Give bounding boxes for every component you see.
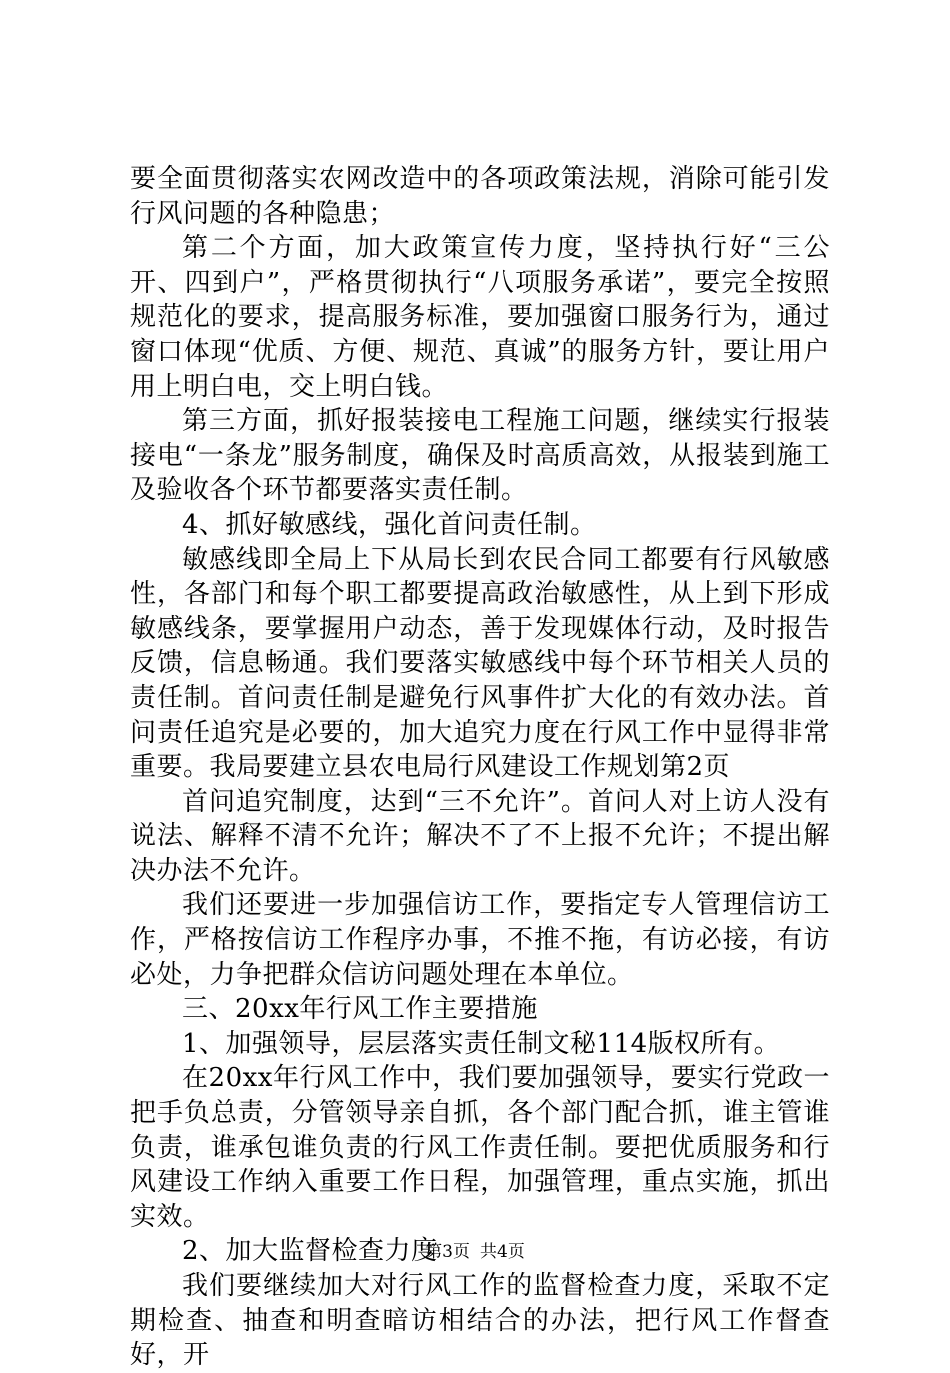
document-body — [130, 162, 830, 1373]
subheading-2: 2、加大监督检查力度 — [182, 1236, 438, 1267]
page-number: 第3页 — [425, 1242, 470, 1262]
paragraph-6: 首问追究制度，达到“三不允许”。首问人对上访人没有说法、解释不清不允许；解决不了不上报不允许；不提出解决办法不允许。 — [130, 786, 830, 886]
paragraph-5: 敏感线即全局上下从局长到农民合同工都要有行风敏感性，各部门和每个职工都要提高政治敏感性，从上到下形成敏感线条，要掌握用户动态，善于发现媒体行动，及时报告反馈，信息畅通。我们要落实敏感线中每个环节相关人员的责任制。首问责任制是避免行风事件扩大化的有效办法。首问责任追究是必要的，加大追究力度在行风工作中显得非常重要。我局要建立县农电局行风建设工作规划第2页 — [130, 544, 830, 783]
page-footer — [0, 1241, 950, 1263]
section-heading-4: 4、抓好敏感线，强化首问责任制。 — [182, 509, 597, 540]
subheading-1: 1、加强领导，层层落实责任制文秘114版权所有。 — [182, 1028, 781, 1059]
paragraph-10: 在20xx年行风工作中，我们要加强领导，要实行党政一把手负总责，分管领导亲自抓，各个部门配合抓，谁主管谁负责，谁承包谁负责的行风工作责任制。要把优质服务和行风建设工作纳入重要工作日程，加强管理，重点实施，抓出实效。 — [130, 1063, 830, 1232]
page-total: 共4页 — [480, 1242, 525, 1262]
paragraph-2: 第二个方面，加大政策宣传力度，坚持执行好“三公开、四到户”，严格贯彻执行“八项服务承诺”，要完全按照规范化的要求，提高服务标准，要加强窗口服务行为，通过窗口体现“优质、方便、规范、真诚”的服务方针，要让用户用上明白电，交上明白钱。 — [130, 233, 830, 402]
paragraph-3: 第三方面，抓好报装接电工程施工问题，继续实行报装接电“一条龙”服务制度，确保及时高质高效，从报装到施工及验收各个环节都要落实责任制。 — [130, 406, 830, 506]
paragraph-12: 我们要继续加大对行风工作的监督检查力度，采取不定期检查、抽查和明查暗访相结合的办法，把行风工作督查好，开 — [130, 1271, 830, 1371]
paragraph-7: 我们还要进一步加强信访工作，要指定专人管理信访工作，严格按信访工作程序办事，不推不拖，有访必接，有访必处，力争把群众信访问题处理在本单位。 — [130, 890, 830, 990]
paragraph-1: 要全面贯彻落实农网改造中的各项政策法规，消除可能引发行风问题的各种隐患； — [130, 164, 830, 229]
section-heading-3: 三、20xx年行风工作主要措施 — [182, 994, 538, 1025]
